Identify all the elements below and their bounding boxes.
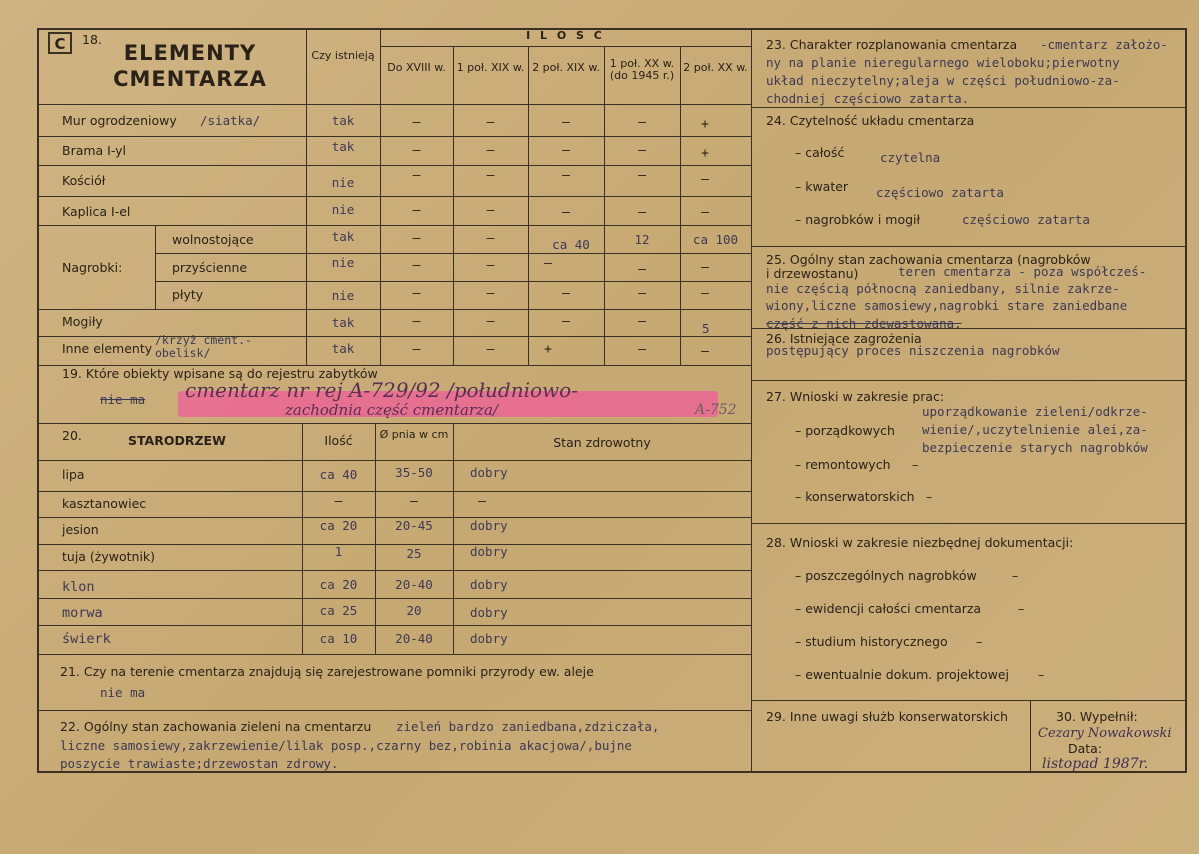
period-header-4: 1 poł. XX w. (do 1945 r.) xyxy=(609,57,675,82)
cell-value: – xyxy=(412,286,421,301)
rule-line xyxy=(155,225,156,309)
period-header-5: 2 poł. XX w. xyxy=(683,61,748,74)
rule-line xyxy=(751,328,1187,329)
rule-line xyxy=(37,570,751,571)
s24-item-value: czytelna xyxy=(880,150,941,165)
cell-value: 5 xyxy=(702,321,710,336)
s27-line2: wienie/,uczytelnienie alei,za- xyxy=(922,422,1148,437)
s30-label: 30. Wypełnił: xyxy=(1056,709,1138,724)
cell-value: 12 xyxy=(634,232,650,247)
rule-line xyxy=(37,598,751,599)
s28-label: 28. Wnioski w zakresie niezbędnej dokumentacji: xyxy=(766,535,1074,550)
cell-value: dobry xyxy=(470,544,508,559)
row-label: przyścienne xyxy=(172,260,248,275)
elements-title: ELEMENTY CMENTARZA xyxy=(113,41,267,91)
cell-value: – xyxy=(638,115,646,130)
rule-line xyxy=(37,460,751,461)
s28-item-label: – studium historycznego xyxy=(795,634,948,649)
s28-item-value: – xyxy=(1018,601,1025,616)
s27-label: 27. Wnioski w zakresie prac: xyxy=(766,389,945,404)
rule-line xyxy=(37,165,751,166)
tree-name: lipa xyxy=(62,467,85,482)
cell-value: – xyxy=(562,143,570,158)
cell-value: ca 100 xyxy=(692,232,739,247)
s20-title: STARODRZEW xyxy=(128,433,226,448)
rule-line xyxy=(1030,700,1031,773)
s27-item-label: – porządkowych xyxy=(795,423,895,438)
cell-value: – xyxy=(562,168,570,183)
row-exists: nie xyxy=(331,288,355,303)
s24-item-label: – całość xyxy=(795,145,845,160)
section-number: 18. xyxy=(82,32,102,47)
rule-line xyxy=(37,336,751,337)
cell-value: – xyxy=(638,314,646,329)
section-letter-box: C xyxy=(48,32,72,54)
cell-value: 1 xyxy=(334,544,343,559)
cell-value: dobry xyxy=(470,605,508,620)
cell-value: – xyxy=(486,342,495,357)
nagrobki-label: Nagrobki: xyxy=(62,260,123,275)
rule-line xyxy=(37,517,751,518)
s25-line3: wiony,liczne samosiewy,nagrobki stare zaniedbane xyxy=(766,298,1128,313)
cell-value: – xyxy=(701,286,709,301)
cell-value: – xyxy=(486,286,495,301)
cell-value: 25 xyxy=(406,546,422,561)
row-exists: tak xyxy=(331,113,355,128)
s24-item-label: – nagrobków i mogił xyxy=(795,212,921,227)
s26-label: 26. Istniejące zagrożenia xyxy=(766,331,922,346)
cell-value: dobry xyxy=(470,465,508,480)
row-exists: tak xyxy=(331,139,355,154)
s28-item-label: – ewidencji całości cmentarza xyxy=(795,601,982,616)
rule-line xyxy=(37,104,751,105)
s20-col-pnia: Ø pnia w cm xyxy=(379,428,449,441)
cell-value: – xyxy=(562,205,570,220)
s23-line2: ny na planie nieregularnego wieloboku;pierwotny xyxy=(766,55,1120,70)
period-header-3: 2 poł. XIX w. xyxy=(532,61,600,74)
cell-value: – xyxy=(412,115,421,130)
s20-number: 20. xyxy=(62,428,82,443)
cell-value: 20-40 xyxy=(395,577,433,592)
rule-line xyxy=(37,654,751,655)
cell-value: – xyxy=(562,115,570,130)
s23-line1: -cmentarz założo- xyxy=(1040,37,1168,52)
cell-value: – xyxy=(638,168,646,183)
cell-value: 35-50 xyxy=(395,465,433,480)
row-label: Brama I-yl xyxy=(62,143,127,158)
rule-line xyxy=(453,423,454,654)
col-czy-header: Czy istnieją xyxy=(311,49,375,62)
s30-signature: Cezary Nowakowski xyxy=(1038,726,1172,741)
s25-line1: teren cmentarza - poza współcześ- xyxy=(898,264,1147,279)
cell-value: – xyxy=(638,205,646,220)
s27-item-label: – konserwatorskich xyxy=(795,489,915,504)
cell-value: – xyxy=(486,168,495,183)
center-divider xyxy=(751,28,752,773)
cell-value: – xyxy=(412,231,421,246)
rule-line xyxy=(302,423,303,654)
rule-line xyxy=(751,700,1187,701)
s20-col-ilosc: Ilość xyxy=(324,433,353,448)
cell-value: ca 20 xyxy=(319,577,358,592)
cell-value: – xyxy=(638,143,646,158)
rule-line xyxy=(37,544,751,545)
cell-value: – xyxy=(486,314,495,329)
cell-value: – xyxy=(701,344,709,359)
cell-value: – xyxy=(412,342,421,357)
row-note: /siatka/ xyxy=(200,113,261,128)
row-label: płyty xyxy=(172,287,204,302)
cell-value: + xyxy=(544,342,552,357)
rule-line xyxy=(751,523,1187,524)
row-label: wolnostojące xyxy=(172,232,254,247)
cell-value: ca 25 xyxy=(319,603,358,618)
cell-value: – xyxy=(638,262,646,277)
tree-name: świerk xyxy=(62,631,111,647)
s25-label: 25. Ogólny stan zachowania cmentarza (nagrobków xyxy=(766,252,1091,267)
rule-line xyxy=(37,196,751,197)
period-header-2: 1 poł. XIX w. xyxy=(456,61,525,74)
tree-name: morwa xyxy=(62,605,103,621)
row-label: Mogiły xyxy=(62,314,103,329)
cell-value: 20 xyxy=(406,603,422,618)
s24-item-value: częściowo zatarta xyxy=(962,212,1090,227)
s27-item-label: – remontowych xyxy=(795,457,891,472)
row-exists: tak xyxy=(331,229,355,244)
s30-date: listopad 1987r. xyxy=(1042,756,1149,772)
period-header-1: Do XVIII w. xyxy=(387,61,446,74)
rule-line xyxy=(37,309,751,310)
s23-label: 23. Charakter rozplanowania cmentarza xyxy=(766,37,1018,52)
s19-label: 19. Które obiekty wpisane są do rejestru zabytków xyxy=(62,366,378,381)
s27-line3: bezpieczenie starych nagrobków xyxy=(922,440,1148,455)
rule-line xyxy=(751,380,1187,381)
cell-value: dobry xyxy=(470,577,508,592)
s22-line3: poszycie trawiaste;drzewostan zdrowy. xyxy=(60,756,339,771)
cell-value: ca 40 xyxy=(319,467,358,482)
cell-value: 20-45 xyxy=(395,518,433,533)
cell-value: – xyxy=(638,342,646,357)
tree-name: tuja (żywotnik) xyxy=(62,549,156,564)
row-exists: nie xyxy=(331,255,355,270)
cell-value: – xyxy=(412,258,421,273)
cell-value: – xyxy=(544,256,552,271)
s21-answer: nie ma xyxy=(100,685,146,700)
rule-line xyxy=(375,423,376,654)
row-note: /krzyż cment.- obelisk/ xyxy=(155,333,252,360)
cell-value: + xyxy=(701,117,709,132)
row-exists: tak xyxy=(331,341,355,356)
row-exists: nie xyxy=(331,175,355,190)
cell-value: – xyxy=(701,260,709,275)
s21-label: 21. Czy na terenie cmentarza znajdują się zarejestrowane pomniki przyrody ew. aleje xyxy=(60,664,594,679)
s25-line2: nie częścią północną zaniedbany, silnie zakrze- xyxy=(766,281,1120,296)
s28-item-value: – xyxy=(976,634,983,649)
row-label: Inne elementy xyxy=(62,341,153,356)
s24-item-value: częściowo zatarta xyxy=(876,185,1004,200)
s19-handwriting: cmentarz nr rej A-729/92 /południowo- xyxy=(185,378,578,402)
cell-value: – xyxy=(412,203,421,218)
cell-value: ca 10 xyxy=(319,631,358,646)
cell-value: – xyxy=(638,286,646,301)
s22-label: 22. Ogólny stan zachowania zieleni na cmentarzu xyxy=(60,719,372,734)
s27-line1: uporządkowanie zieleni/odkrze- xyxy=(922,404,1148,419)
cell-value: ca 20 xyxy=(319,518,358,533)
cell-value: – xyxy=(410,494,418,509)
row-label: Kościół xyxy=(62,173,106,188)
tree-name: kasztanowiec xyxy=(62,496,147,511)
cell-value: – xyxy=(562,286,570,301)
s24-label: 24. Czytelność układu cmentarza xyxy=(766,113,975,128)
rule-line xyxy=(155,281,751,282)
cell-value: – xyxy=(486,203,495,218)
row-exists: tak xyxy=(331,315,355,330)
s28-item-label: – ewentualnie dokum. projektowej xyxy=(795,667,1010,682)
cell-value: 20-40 xyxy=(395,631,433,646)
cell-value: – xyxy=(701,205,709,220)
cell-value: dobry xyxy=(470,518,508,533)
s27-item-value: – xyxy=(912,457,919,472)
rule-line xyxy=(751,107,1187,108)
cell-value: – xyxy=(412,143,421,158)
s19-handwriting-3: A-752 xyxy=(695,402,737,418)
s23-line3: układ nieczytelny;aleja w części południowo-za- xyxy=(766,73,1120,88)
cell-value: – xyxy=(701,172,709,187)
rule-line xyxy=(751,246,1187,247)
s24-item-label: – kwater xyxy=(795,179,849,194)
rule-line xyxy=(155,253,751,254)
s27-item-value: – xyxy=(926,489,933,504)
s30-date-label: Data: xyxy=(1068,741,1103,756)
s29-label: 29. Inne uwagi służb konserwatorskich xyxy=(766,709,1008,724)
cell-value: – xyxy=(486,231,495,246)
s22-line1: zieleń bardzo zaniedbana,zdziczała, xyxy=(396,719,660,734)
cell-value: + xyxy=(701,146,709,161)
s25-label-2: i drzewostanu) xyxy=(766,266,859,281)
rule-line xyxy=(37,625,751,626)
rule-line xyxy=(37,423,751,424)
rule-line xyxy=(380,46,751,47)
cell-value: – xyxy=(478,494,486,509)
s19-struck: nie ma xyxy=(100,392,146,407)
cell-value: – xyxy=(412,314,421,329)
s28-item-value: – xyxy=(1038,667,1045,682)
cell-value: – xyxy=(486,115,495,130)
row-exists: nie xyxy=(331,202,355,217)
s28-item-value: – xyxy=(1012,568,1019,583)
cell-value: – xyxy=(562,314,570,329)
s20-col-stan: Stan zdrowotny xyxy=(553,435,651,450)
cell-value: – xyxy=(334,494,343,509)
rule-line xyxy=(37,710,751,711)
rule-line xyxy=(37,136,751,137)
rule-line xyxy=(37,491,751,492)
s28-item-label: – poszczególnych nagrobków xyxy=(795,568,977,583)
tree-name: klon xyxy=(62,579,95,595)
col-ilosc-header: I L O Ś Ć xyxy=(526,29,605,42)
s19-handwriting-2: zachodnia część cmentarza/ xyxy=(285,401,498,419)
cell-value: dobry xyxy=(470,631,508,646)
s25-line4: część z nich zdewastowana. xyxy=(766,316,962,331)
row-label: Kaplica I-el xyxy=(62,204,131,219)
cell-value: ca 40 xyxy=(552,237,590,252)
cell-value: – xyxy=(486,143,495,158)
s22-line2: liczne samosiewy,zakrzewienie/lilak posp.,czarny bez,robinia akacjowa/,bujne xyxy=(60,738,632,753)
tree-name: jesion xyxy=(62,522,99,537)
s23-line4: chodniej częściowo zatarta. xyxy=(766,91,970,106)
row-label: Mur ogrodzeniowy xyxy=(62,113,177,128)
rule-line xyxy=(37,225,751,226)
cell-value: – xyxy=(486,258,495,273)
s26-line1: postępujący proces niszczenia nagrobków xyxy=(766,343,1060,358)
cell-value: – xyxy=(412,168,421,183)
